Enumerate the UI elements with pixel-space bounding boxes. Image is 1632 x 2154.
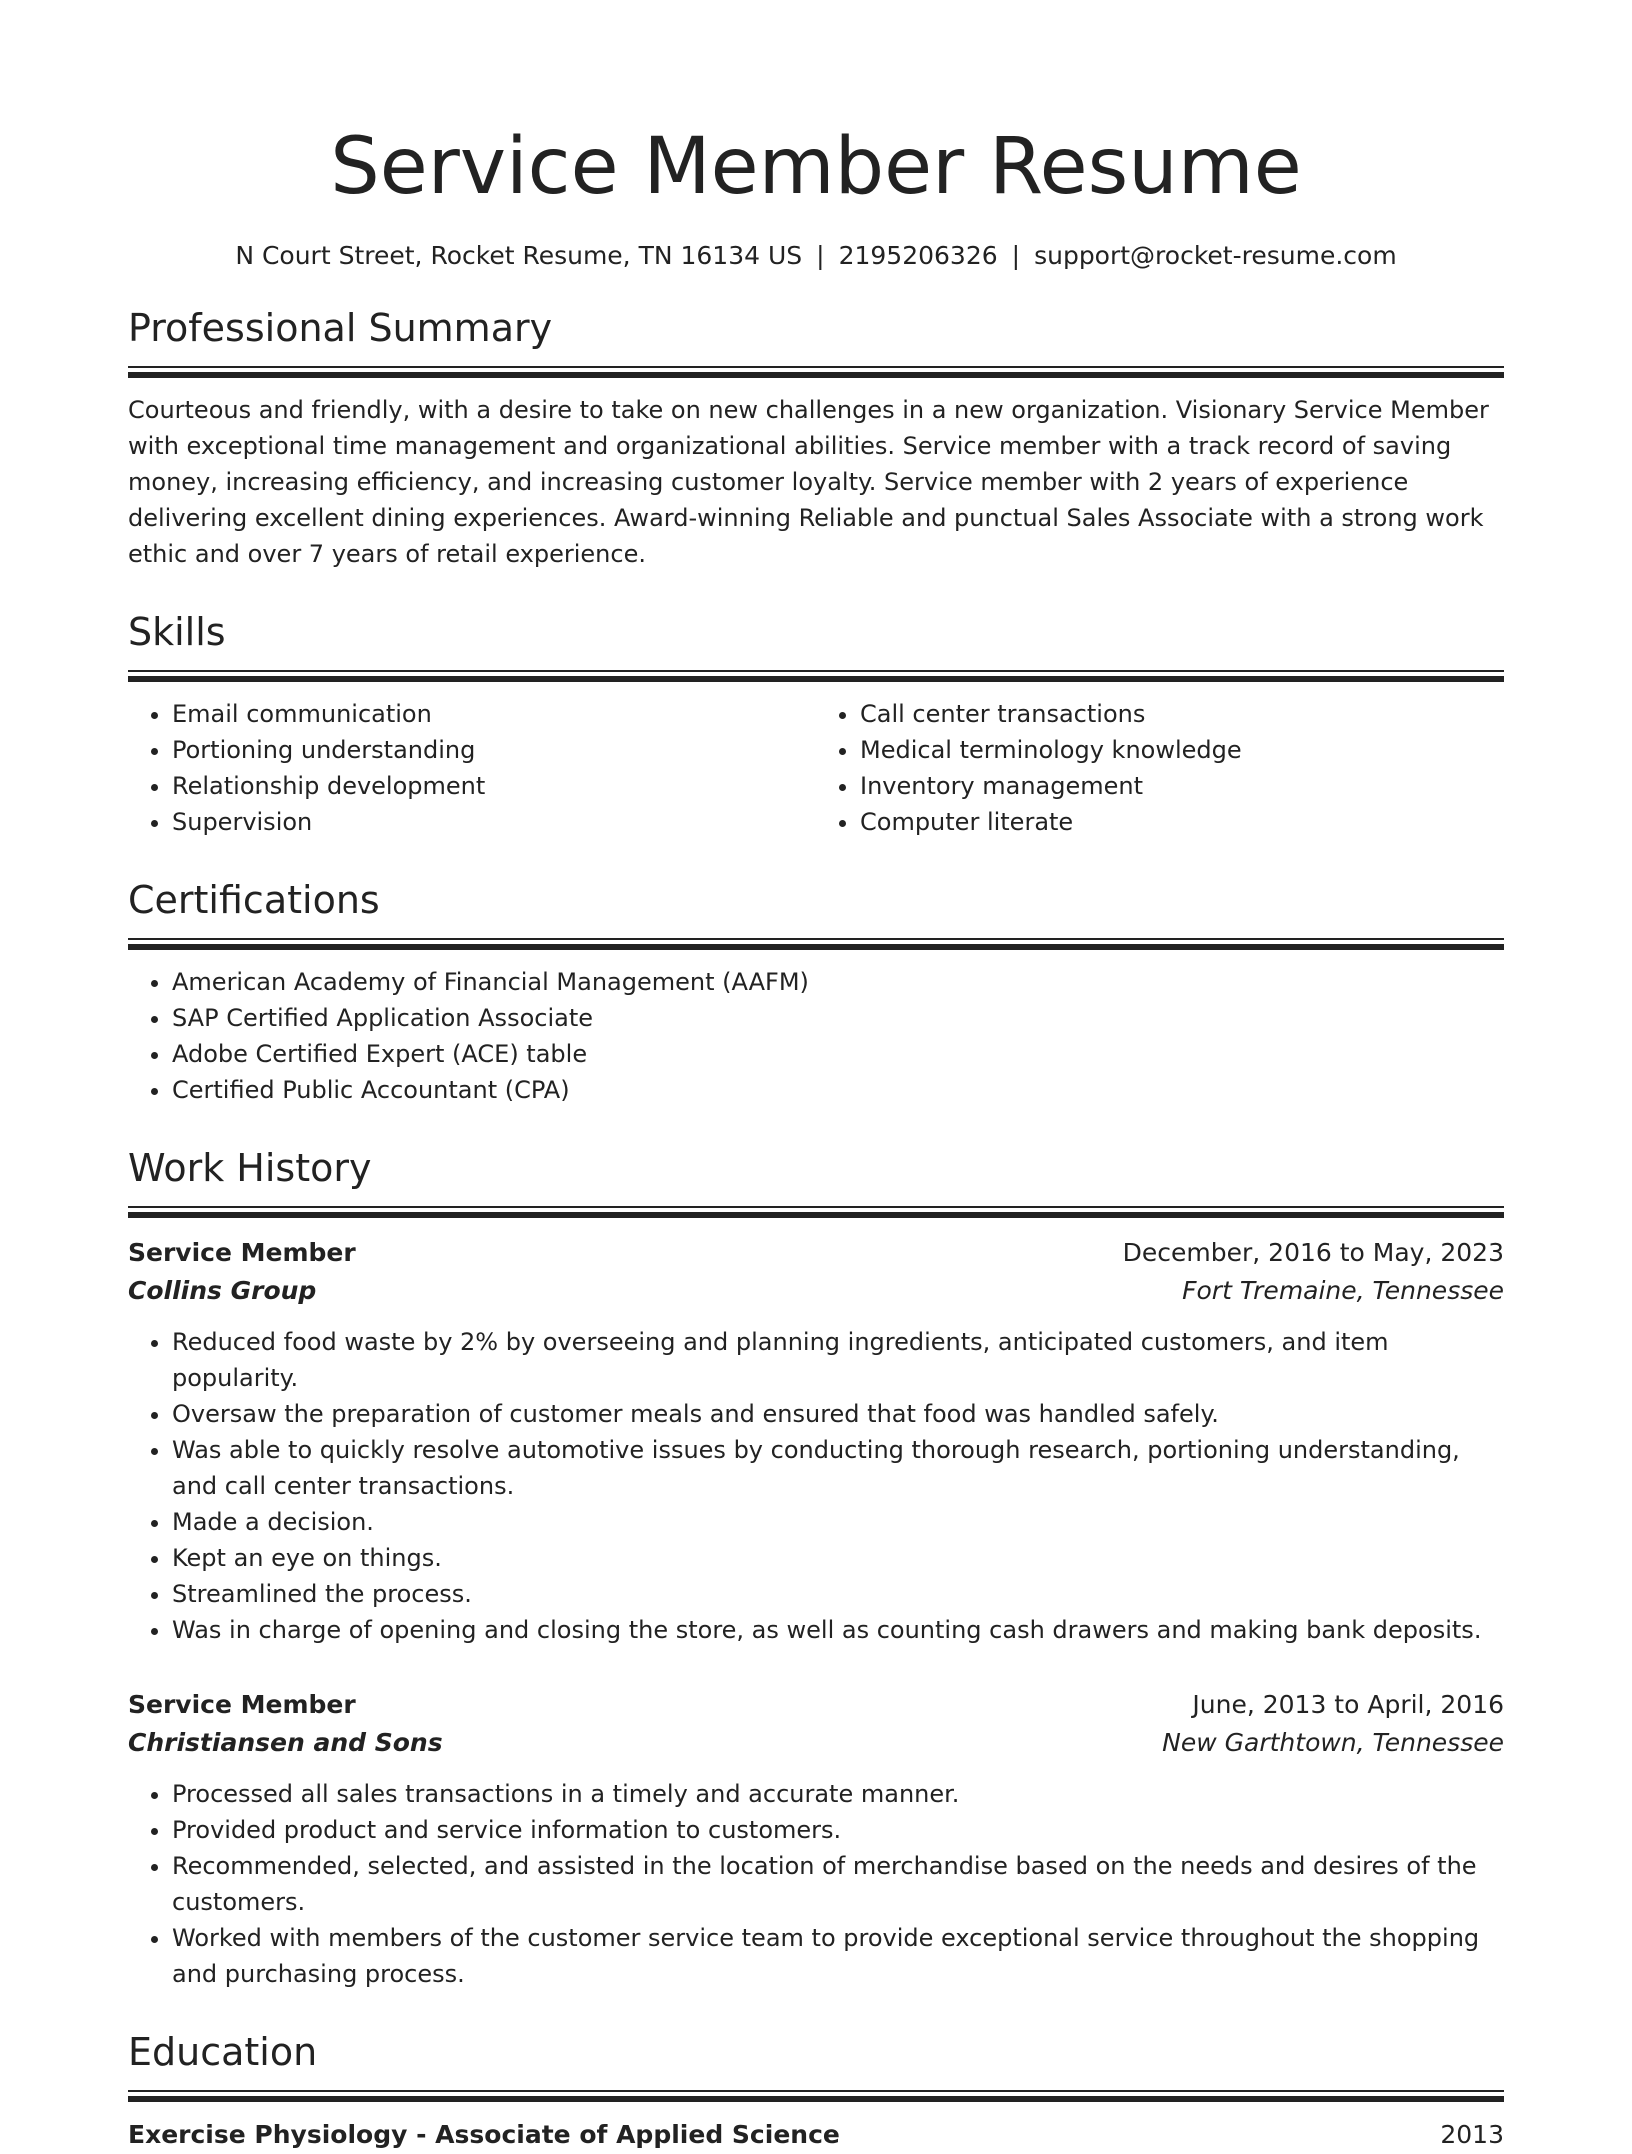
job-duty: • Streamlined the process.: [172, 1576, 1504, 1612]
certification-item: • American Academy of Financial Management (AAFM): [172, 964, 1504, 1000]
job-entry: [128, 1686, 1504, 1992]
summary-text: Courteous and friendly, with a desire to take on new challenges in a new organization. Visionary Service Member with exceptional time management and organizational abilities. Service member with a track record of saving money, increasing efficiency, and increasing customer loyalty. Service member with 2 years of experience delivering excellent dining experiences. Award-winning Reliable and punctual Sales Associate with a strong work ethic and over 7 years of retail experience.: [128, 396, 1489, 568]
job-duty: • Oversaw the preparation of customer meals and ensured that food was handled safely.: [172, 1396, 1504, 1432]
certifications-section: [128, 876, 1504, 1108]
skills-grid: [128, 682, 1504, 840]
job-duty: • Recommended, selected, and assisted in the location of merchandise based on the needs and desires of the customers.: [172, 1848, 1504, 1920]
job-duty: • Made a decision.: [172, 1504, 1504, 1540]
certifications-list: [128, 964, 1504, 1108]
work-history-section: [128, 1144, 1504, 1992]
skills-list-right: [816, 696, 1504, 840]
work-history-heading: Work History: [128, 1146, 372, 1190]
education-section: [128, 2028, 1504, 2154]
skills-list-left: [128, 696, 816, 840]
skill-item: • Portioning understanding: [172, 732, 816, 768]
job-company: Christiansen and Sons: [128, 1728, 443, 1757]
skill-item: • Email communication: [172, 696, 816, 732]
certification-item: • SAP Certified Application Associate: [172, 1000, 1504, 1036]
certification-item: • Certified Public Accountant (CPA): [172, 1072, 1504, 1108]
contact-email: support@rocket-resume.com: [1034, 241, 1397, 270]
job-entry: [128, 1234, 1504, 1648]
job-dates: June, 2013 to April, 2016: [1192, 1690, 1504, 1719]
section-divider: [128, 938, 1504, 950]
contact-phone: 2195206326: [838, 241, 998, 270]
education-year: 2013: [1440, 2120, 1504, 2149]
skills-section: [128, 608, 1504, 840]
education-heading: Education: [128, 2030, 318, 2074]
job-duties: [128, 1776, 1504, 1992]
certification-item: • Adobe Certified Expert (ACE) table: [172, 1036, 1504, 1072]
skill-item: • Medical terminology knowledge: [860, 732, 1504, 768]
certifications-heading: Certifications: [128, 878, 380, 922]
section-divider: [128, 670, 1504, 682]
skills-heading: Skills: [128, 610, 226, 654]
skill-item: • Inventory management: [860, 768, 1504, 804]
contact-separator: |: [1011, 241, 1021, 270]
skill-item: • Computer literate: [860, 804, 1504, 840]
job-subheader: [128, 1272, 1504, 1310]
job-title: Service Member: [128, 1238, 356, 1267]
resume-title: Service Member Resume: [330, 122, 1302, 212]
education-degree: Exercise Physiology - Associate of Applied Science: [128, 2120, 840, 2149]
job-duty: • Reduced food waste by 2% by overseeing and planning ingredients, anticipated customers, and item popularity.: [172, 1324, 1504, 1396]
job-duty: • Processed all sales transactions in a timely and accurate manner.: [172, 1776, 1504, 1812]
job-duty: • Was able to quickly resolve automotive issues by conducting thorough research, portioning understanding, and call center transactions.: [172, 1432, 1504, 1504]
section-divider: [128, 2090, 1504, 2102]
contact-separator: |: [816, 241, 825, 270]
job-dates: December, 2016 to May, 2023: [1122, 1238, 1504, 1267]
job-header: [128, 1686, 1504, 1724]
section-divider: [128, 1206, 1504, 1218]
job-location: New Garthtown, Tennessee: [1162, 1728, 1504, 1757]
job-title: Service Member: [128, 1690, 356, 1719]
job-location: Fort Tremaine, Tennessee: [1182, 1276, 1504, 1305]
summary-section: [128, 304, 1504, 572]
job-subheader: [128, 1724, 1504, 1762]
job-duty: • Kept an eye on things.: [172, 1540, 1504, 1576]
skill-item: • Call center transactions: [860, 696, 1504, 732]
contact-line: [128, 238, 1504, 274]
skill-item: • Supervision: [172, 804, 816, 840]
job-company: Collins Group: [128, 1276, 317, 1305]
section-divider: [128, 366, 1504, 378]
job-header: [128, 1234, 1504, 1272]
summary-heading: Professional Summary: [128, 306, 553, 350]
skill-item: • Relationship development: [172, 768, 816, 804]
job-duty: • Was in charge of opening and closing the store, as well as counting cash drawers and making bank deposits.: [172, 1612, 1504, 1648]
education-entry: [128, 2116, 1504, 2154]
job-duty: • Provided product and service information to customers.: [172, 1812, 1504, 1848]
job-duty: • Worked with members of the customer service team to provide exceptional service throughout the shopping and purchasing process.: [172, 1920, 1504, 1992]
contact-address: N Court Street, Rocket Resume, TN 16134 US: [235, 241, 803, 270]
job-duties: [128, 1324, 1504, 1648]
